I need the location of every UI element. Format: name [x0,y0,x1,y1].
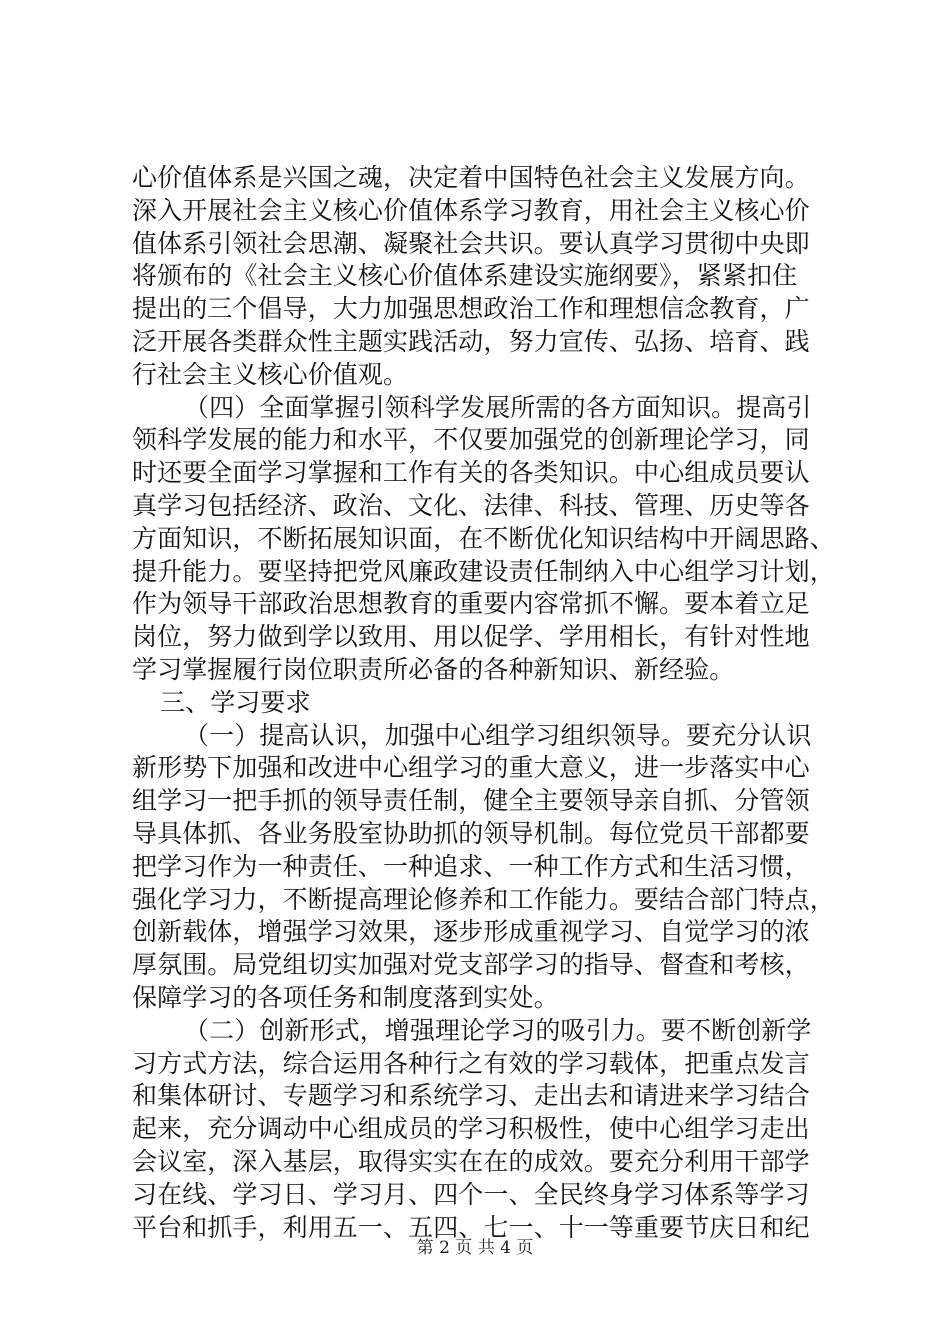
text-line: 强化学习力，不断提高理论修养和工作能力。要结合部门特点， [132,884,835,914]
body-text [132,162,835,1244]
text-line: 泛开展各类群众性主题实践活动，努力宣传、弘扬、培育、践 [132,326,810,356]
page-number-footer: 第 2 页 共 4 页 [416,1238,534,1258]
text-line: 心价值体系是兴国之魂，决定着中国特色社会主义发展方向。 [132,163,810,192]
text-line: 和集体研讨、专题学习和系统学习、走出去和请进来学习结合 [132,1081,810,1111]
text-line: 提出的三个倡导，大力加强思想政治工作和理想信念教育，广 [132,294,810,324]
text-line: 把学习作为一种责任、一种追求、一种工作方式和生活习惯， [132,851,810,881]
section-heading: 三、学习要求 [160,687,311,717]
text-line: 领科学发展的能力和水平，不仅要加强党的创新理论学习，同 [132,425,810,455]
text-line: 习方式方法，综合运用各种行之有效的学习载体，把重点发言 [132,1048,810,1078]
text-line: 作为领导干部政治思想教育的重要内容常抓不懈。要本着立足 [132,589,810,619]
paragraph-start-line: （一）提高认识，加强中心组学习组织领导。要充分认识 [184,720,812,750]
text-line: 值体系引领社会思潮、凝聚社会共识。要认真学习贯彻中央即 [132,228,810,258]
text-line: 新形势下加强和改进中心组学习的重大意义，进一步落实中心 [132,753,810,783]
text-line: 时还要全面学习掌握和工作有关的各类知识。中心组成员要认 [132,458,810,488]
text-line: 创新载体，增强学习效果，逐步形成重视学习、自觉学习的浓 [132,917,810,947]
text-line: 提升能力。要坚持把党风廉政建设责任制纳入中心组学习计划， [132,556,835,586]
text-line: 保障学习的各项任务和制度落到实处。 [132,982,559,1012]
text-line: 组学习一把手抓的领导责任制，健全主要领导亲自抓、分管领 [132,786,810,816]
text-line: 起来，充分调动中心组成员的学习积极性，使中心组学习走出 [132,1114,810,1144]
text-line: 将颁布的《社会主义核心价值体系建设实施纲要》，紧紧扣住 [132,261,798,291]
paragraph-start-line: （二）创新形式，增强理论学习的吸引力。要不断创新学 [184,1015,812,1045]
text-line: 真学习包括经济、政治、文化、法律、科技、管理、历史等各 [132,490,810,520]
text-line: 行社会主义核心价值观。 [132,359,409,389]
text-line: 方面知识，不断拓展知识面，在不断优化知识结构中开阔思路、 [132,523,835,553]
text-line: 岗位，努力做到学以致用、用以促学、学用相长，有针对性地 [132,622,810,652]
text-line: 平台和抓手，利用五一、五四、七一、十一等重要节庆日和纪 [132,1212,810,1242]
text-line: 会议室，深入基层，取得实实在在的成效。要充分利用干部学 [132,1146,810,1176]
text-line: 学习掌握履行岗位职责所必备的各种新知识、新经验。 [132,654,735,684]
paragraph-start-line: （四）全面掌握引领科学发展所需的各方面知识。提高引 [184,392,812,422]
text-line: 习在线、学习日、学习月、四个一、全民终身学习体系等学习 [132,1179,810,1209]
text-line: 导具体抓、各业务股室协助抓的领导机制。每位党员干部都要 [132,818,810,848]
text-line: 深入开展社会主义核心价值体系学习教育，用社会主义核心价 [132,195,810,225]
text-line: 厚氛围。局党组切实加强对党支部学习的指导、督查和考核， [132,950,810,980]
